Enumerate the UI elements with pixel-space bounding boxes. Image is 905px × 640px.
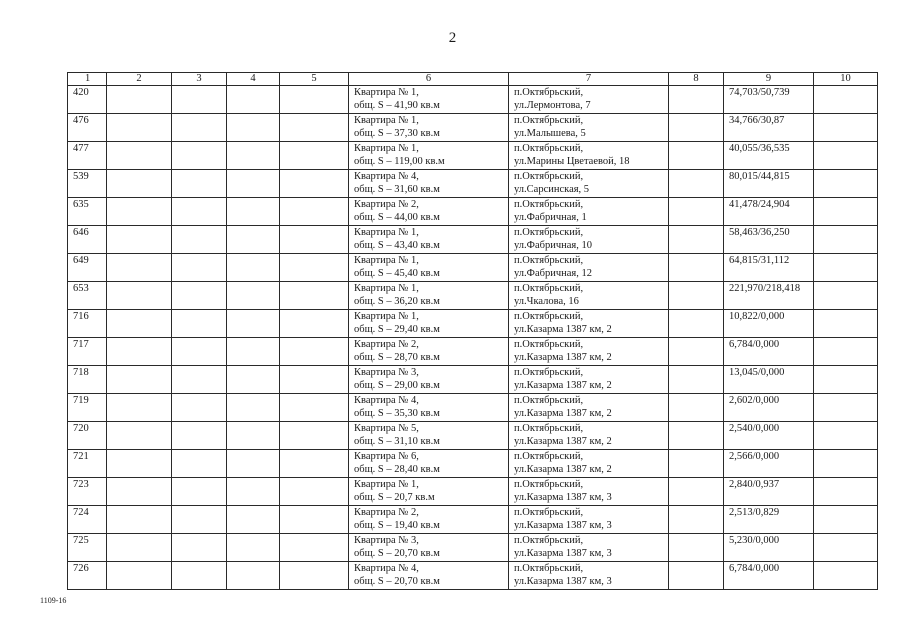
cell-col-3	[172, 254, 227, 282]
cell-col-10	[814, 506, 878, 534]
cell-col-8	[669, 226, 724, 254]
cell-apartment-description-line-2: общ. S – 29,00 кв.м	[354, 380, 440, 392]
cell-col-5	[280, 170, 349, 198]
cell-registry-number: 725	[68, 534, 107, 562]
cell-col-10	[814, 366, 878, 394]
cell-apartment-description-line-1: Квартира № 2,	[354, 339, 419, 350]
cell-apartment-description-line-2: общ. S – 28,40 кв.м	[354, 464, 440, 476]
cell-apartment-description-line-2: общ. S – 43,40 кв.м	[354, 240, 440, 252]
cell-col-3	[172, 338, 227, 366]
table-row	[68, 198, 878, 226]
cell-col-3	[172, 506, 227, 534]
cell-apartment-description-line-2: общ. S – 19,40 кв.м	[354, 520, 440, 532]
cell-registry-number: 646	[68, 226, 107, 254]
cell-registry-number: 420	[68, 86, 107, 114]
table-row	[68, 534, 878, 562]
cell-col-2	[107, 254, 172, 282]
cell-value: 58,463/36,250	[724, 226, 814, 254]
cell-col-10	[814, 282, 878, 310]
cell-col-4	[227, 450, 280, 478]
cell-col-2	[107, 226, 172, 254]
cell-value: 34,766/30,87	[724, 114, 814, 142]
cell-col-3	[172, 478, 227, 506]
cell-col-10	[814, 226, 878, 254]
cell-registry-number: 717	[68, 338, 107, 366]
cell-apartment-description-line-1: Квартира № 1,	[354, 311, 419, 322]
cell-apartment-description-line-2: общ. S – 37,30 кв.м	[354, 128, 440, 140]
cell-value: 10,822/0,000	[724, 310, 814, 338]
cell-col-8	[669, 534, 724, 562]
cell-col-5	[280, 534, 349, 562]
cell-col-10	[814, 170, 878, 198]
cell-registry-number: 721	[68, 450, 107, 478]
cell-col-4	[227, 338, 280, 366]
cell-col-8	[669, 282, 724, 310]
cell-registry-number: 718	[68, 366, 107, 394]
cell-col-10	[814, 338, 878, 366]
cell-address	[509, 562, 669, 590]
cell-col-3	[172, 86, 227, 114]
cell-col-4	[227, 86, 280, 114]
registry-table	[67, 72, 878, 590]
cell-apartment-description-line-2: общ. S – 45,40 кв.м	[354, 268, 440, 280]
cell-apartment-description-line-2: общ. S – 44,00 кв.м	[354, 212, 440, 224]
cell-apartment-description	[349, 450, 509, 478]
cell-address-line-2: ул.Фабричная, 10	[514, 240, 592, 252]
cell-address-line-1: п.Октябрьский,	[514, 143, 584, 154]
cell-value: 2,513/0,829	[724, 506, 814, 534]
cell-apartment-description	[349, 198, 509, 226]
cell-apartment-description	[349, 142, 509, 170]
cell-value: 2,840/0,937	[724, 478, 814, 506]
cell-apartment-description-line-1: Квартира № 3,	[354, 367, 419, 378]
column-header-4: 4	[227, 73, 280, 86]
cell-col-5	[280, 310, 349, 338]
cell-apartment-description-line-1: Квартира № 1,	[354, 227, 419, 238]
cell-col-3	[172, 282, 227, 310]
column-header-5: 5	[280, 73, 349, 86]
cell-col-3	[172, 142, 227, 170]
cell-registry-number: 719	[68, 394, 107, 422]
table-row	[68, 114, 878, 142]
table-row	[68, 254, 878, 282]
cell-address-line-1: п.Октябрьский,	[514, 479, 584, 490]
cell-address-line-1: п.Октябрьский,	[514, 283, 584, 294]
cell-address-line-1: п.Октябрьский,	[514, 311, 584, 322]
cell-col-10	[814, 142, 878, 170]
cell-apartment-description	[349, 310, 509, 338]
cell-apartment-description	[349, 366, 509, 394]
cell-address	[509, 86, 669, 114]
cell-apartment-description	[349, 114, 509, 142]
cell-address-line-1: п.Октябрьский,	[514, 171, 584, 182]
cell-col-5	[280, 86, 349, 114]
cell-col-8	[669, 310, 724, 338]
cell-apartment-description-line-2: общ. S – 36,20 кв.м	[354, 296, 440, 308]
cell-apartment-description-line-1: Квартира № 1,	[354, 479, 419, 490]
cell-col-3	[172, 394, 227, 422]
cell-apartment-description-line-1: Квартира № 6,	[354, 451, 419, 462]
cell-address-line-2: ул.Казарма 1387 км, 2	[514, 380, 612, 392]
cell-address-line-1: п.Октябрьский,	[514, 339, 584, 350]
cell-col-2	[107, 366, 172, 394]
cell-address	[509, 114, 669, 142]
cell-apartment-description-line-1: Квартира № 1,	[354, 283, 419, 294]
cell-registry-number: 720	[68, 422, 107, 450]
cell-col-8	[669, 478, 724, 506]
cell-col-2	[107, 506, 172, 534]
cell-col-5	[280, 450, 349, 478]
cell-apartment-description-line-1: Квартира № 5,	[354, 423, 419, 434]
cell-address-line-1: п.Октябрьский,	[514, 507, 584, 518]
cell-value: 13,045/0,000	[724, 366, 814, 394]
cell-value: 80,015/44,815	[724, 170, 814, 198]
cell-apartment-description-line-2: общ. S – 41,90 кв.м	[354, 100, 440, 112]
cell-col-3	[172, 422, 227, 450]
cell-col-5	[280, 114, 349, 142]
cell-registry-number: 649	[68, 254, 107, 282]
cell-address-line-2: ул.Фабричная, 1	[514, 212, 587, 224]
cell-apartment-description-line-1: Квартира № 2,	[354, 507, 419, 518]
cell-apartment-description	[349, 282, 509, 310]
cell-registry-number: 724	[68, 506, 107, 534]
registry-table-container	[67, 72, 877, 590]
cell-col-8	[669, 86, 724, 114]
cell-col-8	[669, 254, 724, 282]
cell-col-4	[227, 170, 280, 198]
cell-address	[509, 478, 669, 506]
cell-col-4	[227, 506, 280, 534]
cell-col-2	[107, 282, 172, 310]
cell-apartment-description-line-1: Квартира № 4,	[354, 395, 419, 406]
cell-col-3	[172, 366, 227, 394]
footer-document-code: 1109-16	[40, 596, 67, 605]
cell-col-4	[227, 254, 280, 282]
cell-col-10	[814, 394, 878, 422]
cell-col-4	[227, 310, 280, 338]
column-header-7: 7	[509, 73, 669, 86]
cell-address	[509, 170, 669, 198]
cell-apartment-description	[349, 534, 509, 562]
cell-apartment-description	[349, 170, 509, 198]
cell-address-line-1: п.Октябрьский,	[514, 395, 584, 406]
cell-address-line-1: п.Октябрьский,	[514, 255, 584, 266]
table-row	[68, 142, 878, 170]
cell-registry-number: 539	[68, 170, 107, 198]
cell-col-4	[227, 478, 280, 506]
cell-col-10	[814, 86, 878, 114]
cell-registry-number: 635	[68, 198, 107, 226]
cell-col-5	[280, 478, 349, 506]
cell-address-line-2: ул.Казарма 1387 км, 2	[514, 352, 612, 364]
table-row	[68, 170, 878, 198]
cell-col-10	[814, 562, 878, 590]
cell-address-line-1: п.Октябрьский,	[514, 423, 584, 434]
cell-col-8	[669, 506, 724, 534]
table-row	[68, 394, 878, 422]
column-header-10: 10	[814, 73, 878, 86]
table-row	[68, 506, 878, 534]
cell-address	[509, 506, 669, 534]
cell-address-line-2: ул.Казарма 1387 км, 3	[514, 520, 612, 532]
cell-col-5	[280, 366, 349, 394]
cell-address-line-2: ул.Сарсинская, 5	[514, 184, 590, 196]
cell-col-3	[172, 562, 227, 590]
column-header-1: 1	[68, 73, 107, 86]
table-row	[68, 422, 878, 450]
cell-apartment-description	[349, 226, 509, 254]
cell-address-line-1: п.Октябрьский,	[514, 451, 584, 462]
cell-col-3	[172, 310, 227, 338]
cell-col-5	[280, 282, 349, 310]
cell-col-10	[814, 114, 878, 142]
column-header-3: 3	[172, 73, 227, 86]
page-number: 2	[448, 30, 457, 46]
cell-col-8	[669, 170, 724, 198]
cell-address	[509, 338, 669, 366]
cell-address-line-2: ул.Лермонтова, 7	[514, 100, 591, 112]
cell-value: 2,540/0,000	[724, 422, 814, 450]
cell-address-line-2: ул.Казарма 1387 км, 2	[514, 324, 612, 336]
cell-col-2	[107, 338, 172, 366]
cell-col-8	[669, 198, 724, 226]
cell-col-8	[669, 366, 724, 394]
cell-col-2	[107, 478, 172, 506]
cell-col-2	[107, 534, 172, 562]
cell-registry-number: 716	[68, 310, 107, 338]
cell-col-3	[172, 534, 227, 562]
cell-address	[509, 310, 669, 338]
cell-address-line-1: п.Октябрьский,	[514, 199, 584, 210]
cell-apartment-description	[349, 394, 509, 422]
cell-address	[509, 254, 669, 282]
cell-address-line-1: п.Октябрьский,	[514, 367, 584, 378]
cell-address	[509, 450, 669, 478]
cell-apartment-description-line-2: общ. S – 20,7 кв.м	[354, 492, 435, 504]
cell-col-8	[669, 562, 724, 590]
cell-col-2	[107, 422, 172, 450]
cell-value: 64,815/31,112	[724, 254, 814, 282]
cell-col-2	[107, 450, 172, 478]
cell-registry-number: 726	[68, 562, 107, 590]
cell-address-line-2: ул.Малышева, 5	[514, 128, 586, 140]
cell-address	[509, 226, 669, 254]
cell-address	[509, 534, 669, 562]
cell-col-4	[227, 394, 280, 422]
table-row	[68, 282, 878, 310]
cell-apartment-description-line-2: общ. S – 20,70 кв.м	[354, 548, 440, 560]
cell-col-2	[107, 170, 172, 198]
table-row	[68, 226, 878, 254]
cell-col-4	[227, 142, 280, 170]
cell-address-line-2: ул.Казарма 1387 км, 2	[514, 436, 612, 448]
cell-value: 2,566/0,000	[724, 450, 814, 478]
cell-value: 6,784/0,000	[724, 338, 814, 366]
cell-address-line-2: ул.Марины Цветаевой, 18	[514, 156, 630, 168]
cell-apartment-description-line-2: общ. S – 31,10 кв.м	[354, 436, 440, 448]
cell-col-10	[814, 534, 878, 562]
cell-address	[509, 282, 669, 310]
cell-apartment-description-line-1: Квартира № 3,	[354, 535, 419, 546]
cell-col-5	[280, 394, 349, 422]
header-row	[68, 73, 878, 86]
table-header	[68, 73, 878, 86]
cell-col-2	[107, 86, 172, 114]
cell-col-10	[814, 254, 878, 282]
cell-col-5	[280, 506, 349, 534]
cell-col-5	[280, 562, 349, 590]
cell-address	[509, 366, 669, 394]
cell-registry-number: 723	[68, 478, 107, 506]
cell-col-4	[227, 562, 280, 590]
cell-apartment-description-line-2: общ. S – 20,70 кв.м	[354, 576, 440, 588]
cell-address-line-1: п.Октябрьский,	[514, 535, 584, 546]
cell-col-5	[280, 198, 349, 226]
cell-apartment-description-line-1: Квартира № 2,	[354, 199, 419, 210]
cell-col-4	[227, 534, 280, 562]
cell-col-5	[280, 338, 349, 366]
cell-col-2	[107, 198, 172, 226]
cell-col-10	[814, 198, 878, 226]
cell-apartment-description	[349, 422, 509, 450]
cell-col-2	[107, 114, 172, 142]
cell-col-3	[172, 226, 227, 254]
cell-apartment-description	[349, 86, 509, 114]
cell-col-8	[669, 142, 724, 170]
cell-apartment-description-line-1: Квартира № 1,	[354, 87, 419, 98]
cell-col-8	[669, 450, 724, 478]
cell-address-line-2: ул.Казарма 1387 км, 2	[514, 408, 612, 420]
cell-col-4	[227, 282, 280, 310]
cell-col-3	[172, 198, 227, 226]
cell-value: 5,230/0,000	[724, 534, 814, 562]
cell-col-4	[227, 198, 280, 226]
cell-address-line-2: ул.Казарма 1387 км, 3	[514, 548, 612, 560]
table-row	[68, 366, 878, 394]
cell-apartment-description	[349, 338, 509, 366]
cell-address	[509, 394, 669, 422]
cell-address-line-1: п.Октябрьский,	[514, 87, 584, 98]
cell-col-8	[669, 338, 724, 366]
cell-value: 40,055/36,535	[724, 142, 814, 170]
cell-value: 41,478/24,904	[724, 198, 814, 226]
cell-apartment-description	[349, 506, 509, 534]
cell-col-5	[280, 226, 349, 254]
table-row	[68, 478, 878, 506]
cell-value: 6,784/0,000	[724, 562, 814, 590]
table-row	[68, 450, 878, 478]
cell-col-10	[814, 450, 878, 478]
cell-value: 221,970/218,418	[724, 282, 814, 310]
cell-address-line-2: ул.Казарма 1387 км, 2	[514, 464, 612, 476]
cell-apartment-description-line-2: общ. S – 119,00 кв.м	[354, 156, 445, 168]
table-row	[68, 338, 878, 366]
cell-address-line-2: ул.Казарма 1387 км, 3	[514, 576, 612, 588]
cell-apartment-description-line-1: Квартира № 1,	[354, 115, 419, 126]
cell-apartment-description-line-2: общ. S – 29,40 кв.м	[354, 324, 440, 336]
cell-apartment-description-line-1: Квартира № 1,	[354, 255, 419, 266]
cell-col-8	[669, 422, 724, 450]
column-header-2: 2	[107, 73, 172, 86]
cell-col-5	[280, 254, 349, 282]
cell-address	[509, 142, 669, 170]
cell-col-8	[669, 394, 724, 422]
cell-registry-number: 653	[68, 282, 107, 310]
cell-col-2	[107, 394, 172, 422]
cell-address	[509, 198, 669, 226]
cell-apartment-description-line-2: общ. S – 28,70 кв.м	[354, 352, 440, 364]
cell-apartment-description	[349, 254, 509, 282]
cell-col-10	[814, 310, 878, 338]
cell-col-3	[172, 450, 227, 478]
table-row	[68, 86, 878, 114]
cell-apartment-description	[349, 478, 509, 506]
cell-address-line-2: ул.Казарма 1387 км, 3	[514, 492, 612, 504]
cell-address	[509, 422, 669, 450]
cell-col-5	[280, 142, 349, 170]
cell-col-4	[227, 226, 280, 254]
cell-col-2	[107, 310, 172, 338]
cell-col-4	[227, 114, 280, 142]
cell-address-line-1: п.Октябрьский,	[514, 227, 584, 238]
table-row	[68, 562, 878, 590]
cell-col-4	[227, 366, 280, 394]
cell-apartment-description-line-1: Квартира № 4,	[354, 171, 419, 182]
cell-col-2	[107, 562, 172, 590]
cell-col-4	[227, 422, 280, 450]
column-header-8: 8	[669, 73, 724, 86]
cell-registry-number: 477	[68, 142, 107, 170]
cell-apartment-description-line-2: общ. S – 31,60 кв.м	[354, 184, 440, 196]
cell-address-line-1: п.Октябрьский,	[514, 563, 584, 574]
column-header-9: 9	[724, 73, 814, 86]
cell-address-line-1: п.Октябрьский,	[514, 115, 584, 126]
cell-col-10	[814, 422, 878, 450]
cell-apartment-description-line-1: Квартира № 4,	[354, 563, 419, 574]
cell-apartment-description-line-2: общ. S – 35,30 кв.м	[354, 408, 440, 420]
cell-value: 2,602/0,000	[724, 394, 814, 422]
cell-col-3	[172, 114, 227, 142]
cell-value: 74,703/50,739	[724, 86, 814, 114]
table-body	[68, 86, 878, 590]
cell-col-10	[814, 478, 878, 506]
table-row	[68, 310, 878, 338]
cell-col-5	[280, 422, 349, 450]
cell-col-3	[172, 170, 227, 198]
cell-apartment-description	[349, 562, 509, 590]
cell-apartment-description-line-1: Квартира № 1,	[354, 143, 419, 154]
cell-col-8	[669, 114, 724, 142]
cell-address-line-2: ул.Чкалова, 16	[514, 296, 579, 308]
cell-address-line-2: ул.Фабричная, 12	[514, 268, 592, 280]
cell-col-2	[107, 142, 172, 170]
cell-registry-number: 476	[68, 114, 107, 142]
column-header-6: 6	[349, 73, 509, 86]
